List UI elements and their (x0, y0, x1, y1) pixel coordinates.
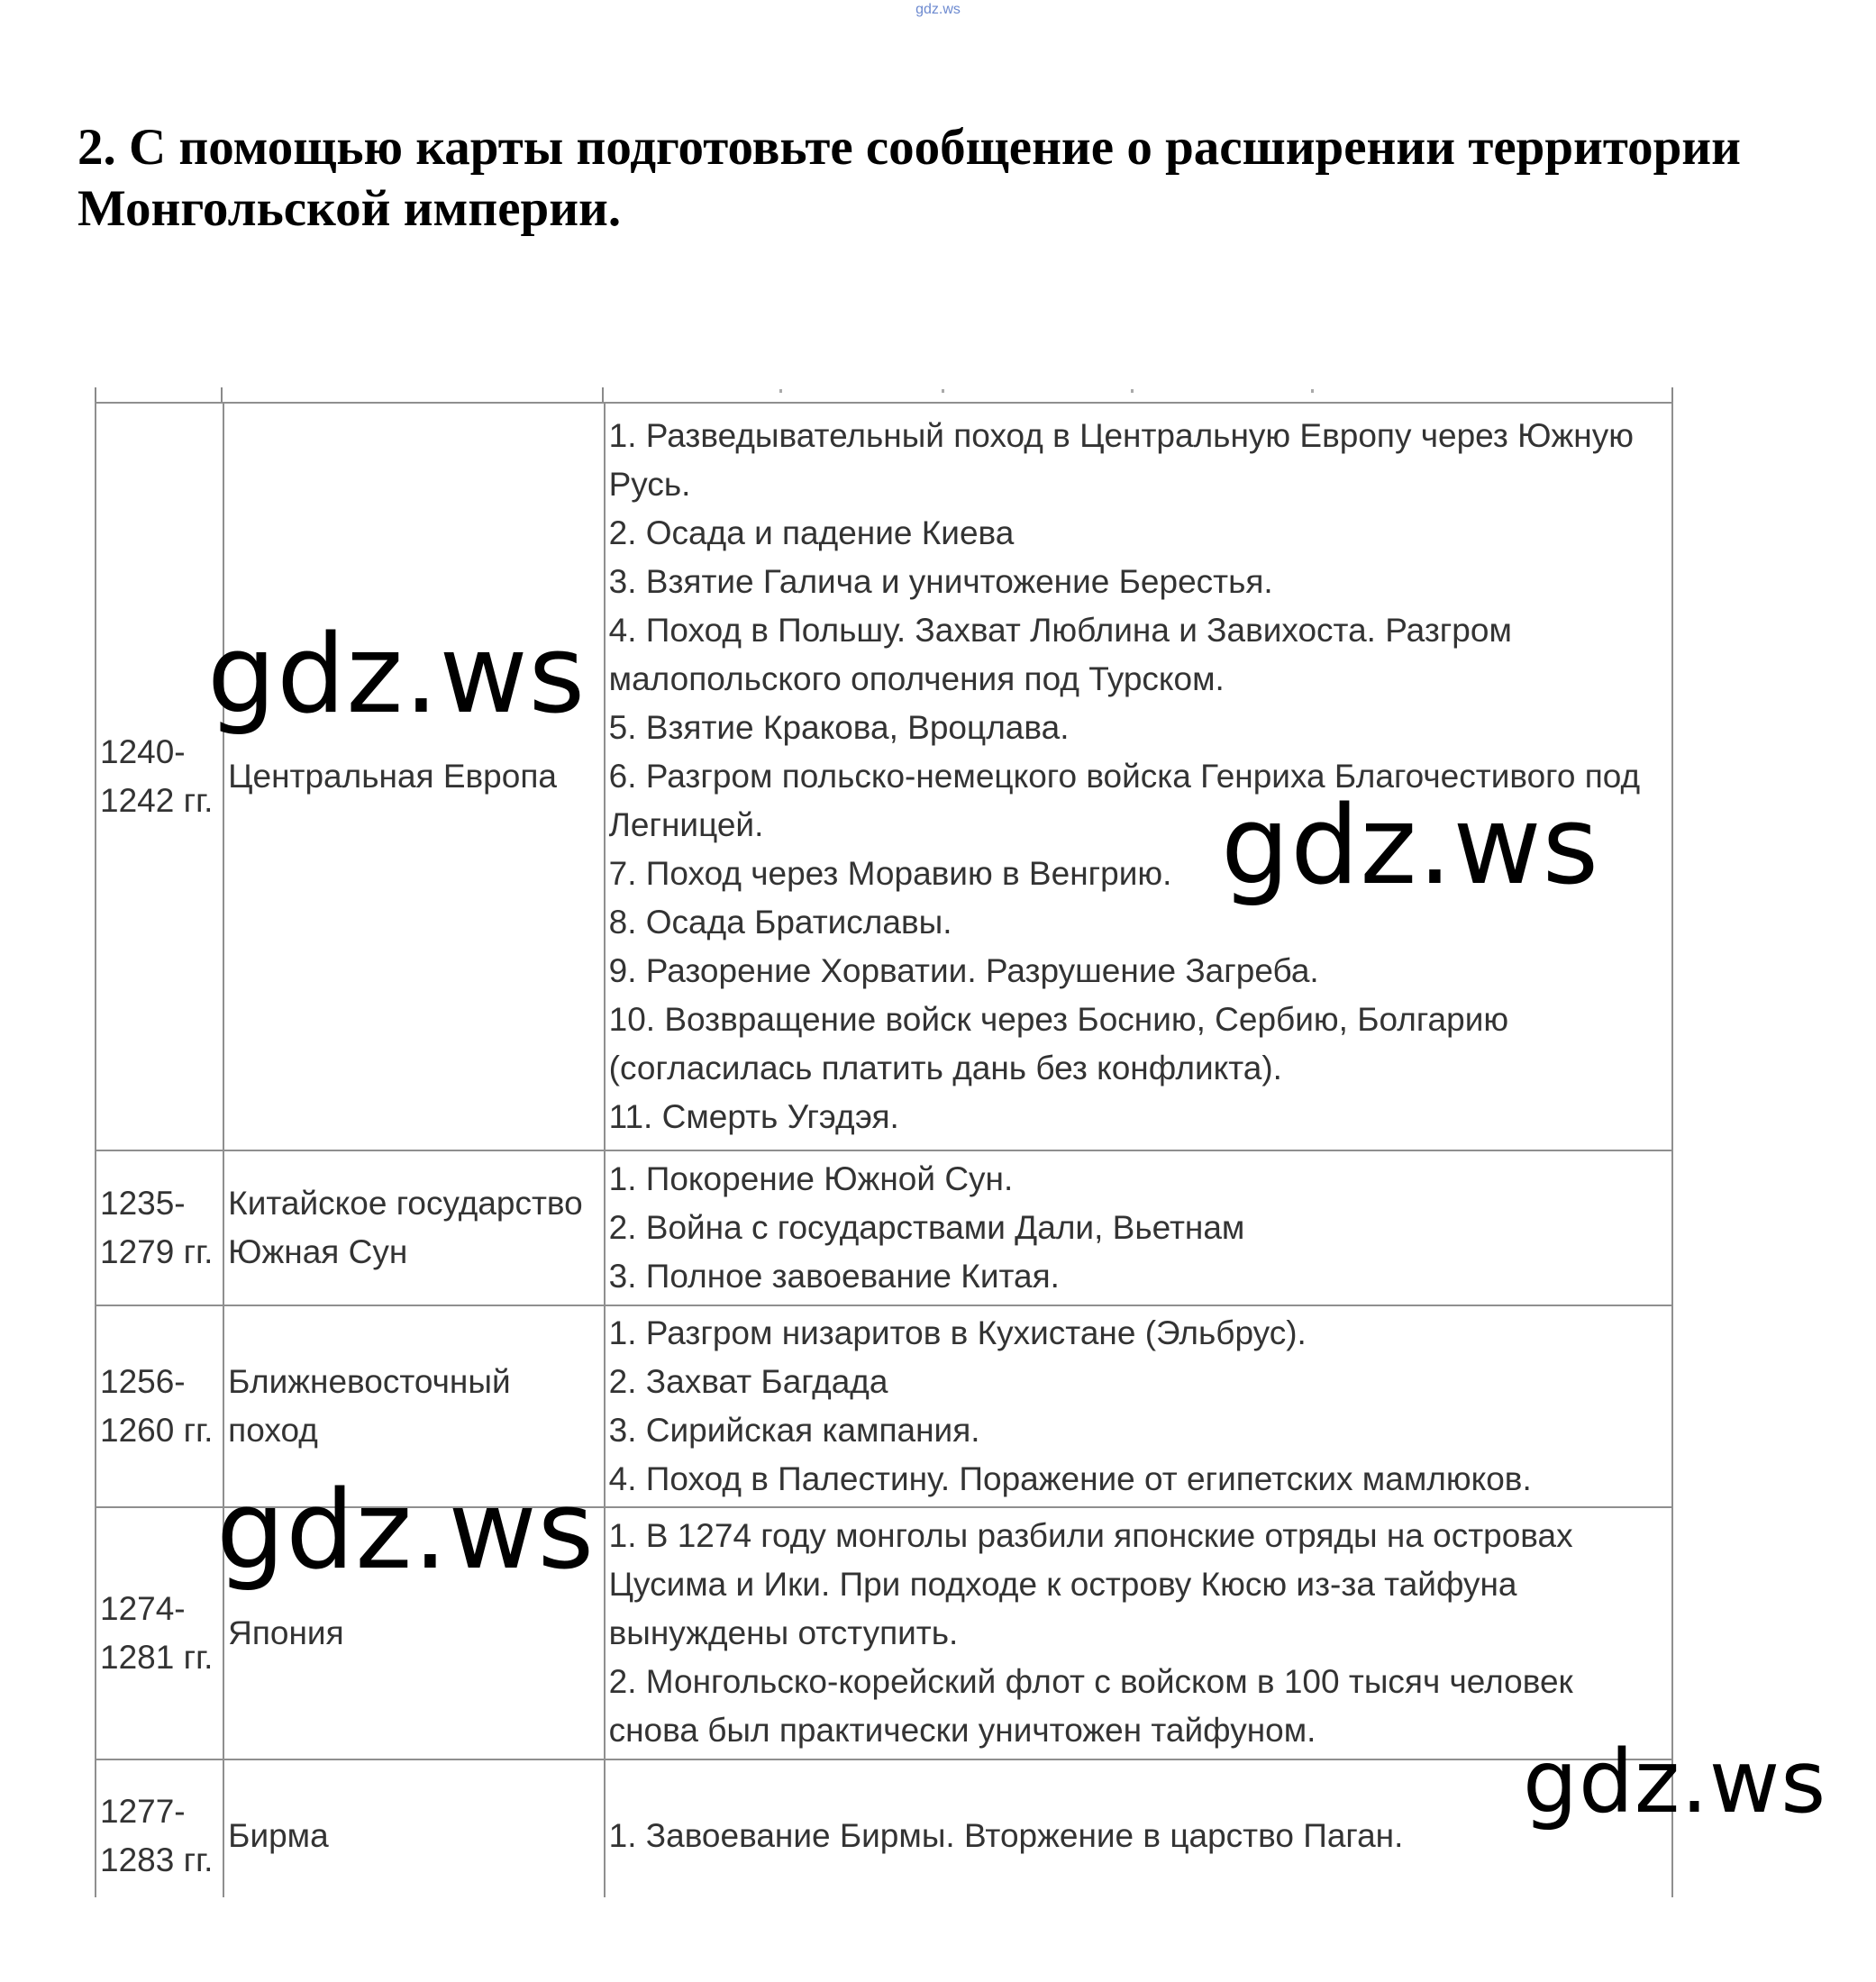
event-line: 10. Возвращение войск через Боснию, Сербию, Болгарию (согласилась платить дань без конфликта). (608, 1001, 1509, 1086)
events-cell (605, 1150, 1672, 1305)
event-line: 3. Полное завоевание Китая. (608, 1258, 1060, 1295)
watermark: gdz.ws (207, 613, 587, 738)
region-cell: Китайское государство Южная Сун (223, 1150, 604, 1305)
event-line: 9. Разорение Хорватии. Разрушение Загреба. (608, 952, 1319, 989)
event-line: 2. Захват Багдада (608, 1363, 888, 1400)
event-line: 4. Поход в Польшу. Захват Люблина и Завихоста. Разгром малопольского ополчения под Турском. (608, 612, 1512, 697)
events-cell (605, 403, 1672, 1150)
event-line: 2. Осада и падение Киева (608, 514, 1015, 551)
event-line: 8. Осада Братиславы. (608, 904, 952, 941)
event-line: 6. Разгром польско-немецкого войска Генриха Благочестивого под Легницей. (608, 758, 1641, 843)
event-line: 7. Поход через Моравию в Венгрию. (608, 855, 1172, 892)
table-row (96, 1150, 1672, 1305)
event-line: 2. Монгольско-корейский флот с войском в 100 тысяч человек снова был практически уничтожен тайфуном. (608, 1663, 1573, 1749)
table-row (96, 403, 1672, 1150)
date-cell: 1240-1242 гг. (96, 403, 223, 1150)
watermark: gdz.ws (1523, 1732, 1827, 1832)
event-line: 1. Разведывательный поход в Центральную Европу через Южную Русь. (608, 417, 1634, 503)
task-title: 2. С помощью карты подготовьте сообщение о расширении территории Монгольской империи. (77, 119, 1741, 237)
region-cell: Центральная Европа (223, 403, 604, 1150)
event-line: 11. Смерть Угэдэя. (608, 1098, 899, 1135)
date-cell: 1277-1283 гг. (96, 1759, 223, 1897)
event-line: 1. Разгром низаритов в Кухистане (Эльбрус). (608, 1314, 1307, 1351)
date-cell: 1256-1260 гг. (96, 1305, 223, 1507)
events-cell (605, 1305, 1672, 1507)
event-line: 5. Взятие Кракова, Вроцлава. (608, 709, 1070, 746)
date-cell: 1235-1279 гг. (96, 1150, 223, 1305)
watermark: gdz.ws (216, 1468, 596, 1594)
table-row (96, 1759, 1672, 1897)
events-cell (605, 1759, 1672, 1897)
event-line: 1. Покорение Южной Сун. (608, 1160, 1014, 1197)
site-mark: gdz.ws (915, 2, 961, 17)
event-line: 1. В 1274 году монголы разбили японские отряды на островах Цусима и Ики. При подходе к острову Кюсю из-за тайфуна вынуждены отступить. (608, 1517, 1573, 1651)
date-cell: 1274-1281 гг. (96, 1507, 223, 1759)
region-cell: Ближневосточный поход (223, 1305, 604, 1507)
event-line: 4. Поход в Палестину. Поражение от египетских мамлюков. (608, 1460, 1532, 1497)
region-cell: Япония (223, 1507, 604, 1759)
region-cell: Бирма (223, 1759, 604, 1897)
event-line: 2. Война с государствами Дали, Вьетнам (608, 1209, 1245, 1246)
event-line: 1. Завоевание Бирмы. Вторжение в царство Паган. (608, 1816, 1404, 1854)
watermark: gdz.ws (1221, 784, 1600, 909)
events-cell (605, 1507, 1672, 1759)
event-line: 3. Сирийская кампания. (608, 1412, 980, 1449)
event-line: 3. Взятие Галича и уничтожение Берестья. (608, 563, 1273, 600)
